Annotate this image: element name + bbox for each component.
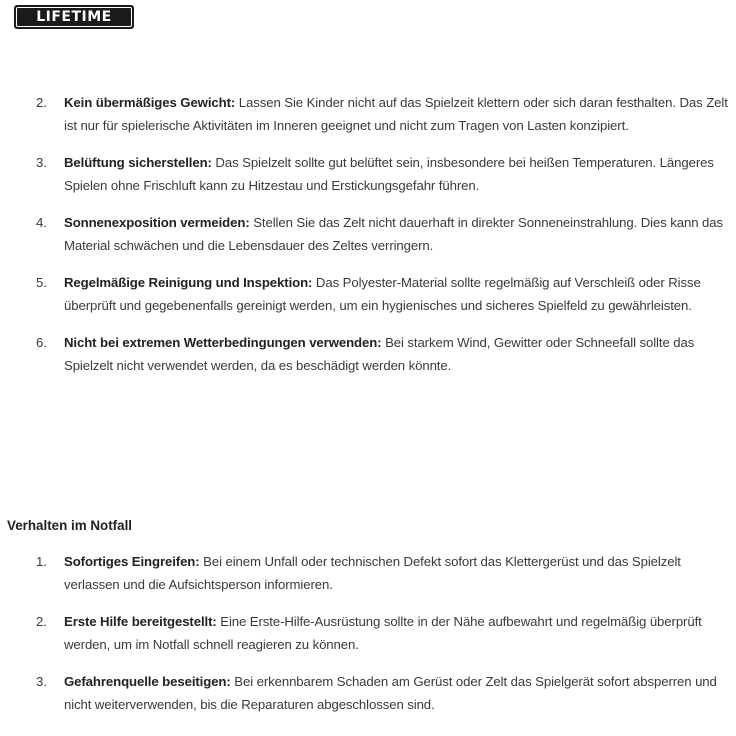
item-number: 2. <box>36 614 47 629</box>
list-item <box>0 271 736 317</box>
item-title: Belüftung sicherstellen: <box>64 155 212 170</box>
item-number: 3. <box>36 155 47 170</box>
list-item <box>0 331 736 377</box>
item-text: Lassen Sie Kinder nicht auf das Spielzeit klettern oder sich daran festhalten. Das Zelt ist nur für spielerische Aktivitäten im Inneren geeignet und nicht zum Tragen von Lasten konzipiert. <box>64 95 728 133</box>
item-text: Bei einem Unfall oder technischen Defekt sofort das Klettergerüst und das Spielzelt verlassen und die Aufsichtsperson informieren. <box>64 554 681 592</box>
item-number: 1. <box>36 554 47 569</box>
item-title: Regelmäßige Reinigung und Inspektion: <box>64 275 313 290</box>
item-number: 5. <box>36 275 47 290</box>
item-title: Sonnenexposition vermeiden: <box>64 215 250 230</box>
item-title: Sofortiges Eingreifen: <box>64 554 200 569</box>
item-title: Gefahrenquelle beseitigen: <box>64 674 231 689</box>
item-text: Das Spielzelt sollte gut belüftet sein, insbesondere bei heißen Temperaturen. Längeres Spielen ohne Frischluft kann zu Hitzestau und Erstickungsgefahr führen. <box>64 155 714 193</box>
list-item <box>0 550 736 596</box>
item-text: Bei erkennbarem Schaden am Gerüst oder Zelt das Spielgerät sofort absperren und nicht weiterverwenden, bis die Reparaturen abgeschlossen sind. <box>64 674 717 712</box>
item-title: Erste Hilfe bereitgestellt: <box>64 614 217 629</box>
list-item <box>0 91 736 137</box>
list-item <box>0 211 736 257</box>
item-text: Stellen Sie das Zelt nicht dauerhaft in direkter Sonneneinstrahlung. Dies kann das Material schwächen und die Lebensdauer des Zeltes verringern. <box>64 215 723 253</box>
item-title: Kein übermäßiges Gewicht: <box>64 95 236 110</box>
item-number: 2. <box>36 95 47 110</box>
logo-text: LIFETIME <box>16 7 132 27</box>
list-item <box>0 670 736 716</box>
section-heading: Verhalten im Notfall <box>7 518 133 533</box>
item-text: Das Polyester-Material sollte regelmäßig auf Verschleiß oder Risse überprüft und gegebenenfalls gereinigt werden, um ein hygienisches und sicheres Spielfeld zu gewährleisten. <box>64 275 701 313</box>
item-text: Bei starkem Wind, Gewitter oder Schneefall sollte das Spielzelt nicht verwendet werden, da es beschädigt werden könnte. <box>64 335 695 373</box>
safety-list <box>0 91 736 391</box>
list-item <box>0 151 736 197</box>
item-text: Eine Erste-Hilfe-Ausrüstung sollte in der Nähe aufbewahrt und regelmäßig überprüft werden, um im Notfall schnell reagieren zu können. <box>64 614 702 652</box>
item-number: 3. <box>36 674 47 689</box>
item-number: 4. <box>36 215 47 230</box>
item-title: Nicht bei extremen Wetterbedingungen verwenden: <box>64 335 382 350</box>
lifetime-logo <box>14 5 134 29</box>
item-number: 6. <box>36 335 47 350</box>
emergency-list <box>0 550 736 730</box>
list-item <box>0 610 736 656</box>
